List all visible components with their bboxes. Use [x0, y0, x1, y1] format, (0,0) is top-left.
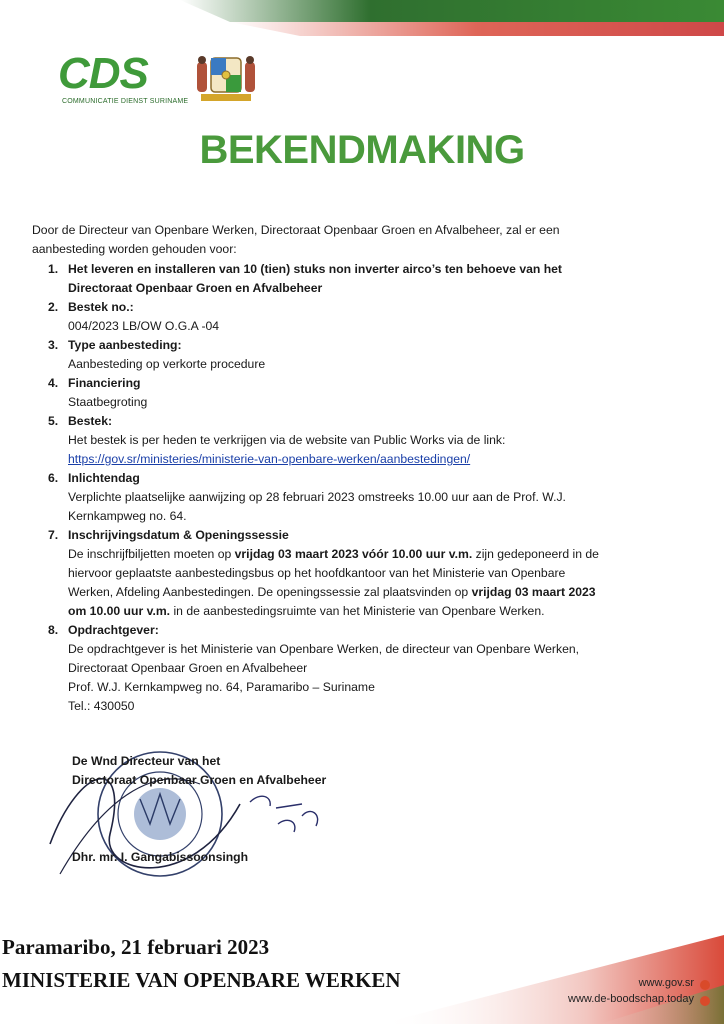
item-heading: Type aanbesteding:	[68, 338, 182, 352]
website-link-2[interactable]: www.de-boodschap.today	[568, 993, 694, 1005]
item-number: 4.	[48, 376, 59, 390]
item-heading: Inlichtendag	[68, 471, 140, 485]
item-text: Het bestek is per heden te verkrijgen via de website van Public Works via de link:	[68, 433, 506, 447]
coat-of-arms-icon	[193, 52, 259, 104]
top-decorative-band	[0, 0, 724, 40]
address-text: Prof. W.J. Kernkampweg no. 64, Paramaribo – Suriname	[68, 680, 375, 694]
signature-block	[40, 744, 360, 894]
list-item	[32, 526, 612, 621]
item-heading: Het leveren en installeren van 10 (tien) stuks non inverter airco’s ten behoeve van het Directoraat Openbaar Groen en Afvalbeheer	[68, 262, 562, 295]
announcement-body	[32, 221, 612, 716]
item-number: 7.	[48, 528, 59, 542]
globe-icon	[700, 980, 710, 990]
list-item	[32, 260, 612, 298]
item-number: 5.	[48, 414, 59, 428]
item-text-part: zijn gedeponeerd in de hiervoor geplaatste aanbestedingsbus op het hoofdkantoor van het Ministerie van Openbare Werken, Afdeling Aanbestedingen. De openingssessie zal plaatsvinden op	[68, 547, 599, 599]
item-number: 2.	[48, 300, 59, 314]
item-heading: Financiering	[68, 376, 141, 390]
item-text-bold: vrijdag 03 maart 2023 vóór 10.00 uur v.m.	[234, 547, 473, 561]
globe-icon	[700, 996, 710, 1006]
item-number: 1.	[48, 262, 59, 276]
page-title: BEKENDMAKING	[199, 128, 525, 172]
list-item	[32, 412, 612, 469]
item-text: De opdrachtgever is het Ministerie van Openbare Werken, de directeur van Openbare Werken, Directoraat Openbaar Groen en Afvalbeheer	[68, 642, 580, 675]
item-text: Aanbesteding op verkorte procedure	[68, 357, 266, 371]
intro-text: Door de Directeur van Openbare Werken, Directoraat Openbaar Groen en Afvalbeheer, zal er een aanbesteding worden gehouden voor:	[32, 223, 560, 256]
website-link-1[interactable]: www.gov.sr	[638, 977, 694, 989]
item-heading: Bestek no.:	[68, 300, 134, 314]
telephone-text: Tel.: 430050	[68, 699, 135, 713]
city-date: Paramaribo, 21 februari 2023	[2, 935, 270, 959]
item-text: Staatbegroting	[68, 395, 148, 409]
item-text-part: De inschrijfbiljetten moeten op	[68, 547, 235, 561]
list-item	[32, 469, 612, 526]
list-item	[32, 298, 612, 336]
item-text-part: in de aanbestedingsruimte van het Ministerie van Openbare Werken.	[170, 604, 545, 618]
bestek-link[interactable]: https://gov.sr/ministeries/ministerie-van-openbare-werken/aanbestedingen/	[68, 452, 471, 466]
cds-logo-subtitle: COMMUNICATIE DIENST SURINAME	[62, 98, 189, 105]
item-heading: Bestek:	[68, 414, 113, 428]
item-heading: Inschrijvingsdatum & Openingssessie	[68, 528, 289, 542]
ministry-name: MINISTERIE VAN OPENBARE WERKEN	[2, 968, 401, 992]
signature-title-2: Directoraat Openbaar Groen en Afvalbeheer	[72, 773, 327, 787]
item-number: 6.	[48, 471, 59, 485]
item-number: 8.	[48, 623, 59, 637]
item-text: Verplichte plaatselijke aanwijzing op 28 februari 2023 omstreeks 10.00 uur aan de Prof. W.J. Kernkampweg no. 64.	[68, 490, 566, 523]
item-text: 004/2023 LB/OW O.G.A -04	[68, 319, 220, 333]
list-item	[32, 374, 612, 412]
item-list	[32, 260, 612, 716]
list-item	[32, 336, 612, 374]
item-heading: Opdrachtgever:	[68, 623, 159, 637]
signature-title-1: De Wnd Directeur van het	[72, 754, 221, 768]
item-text-bold: vrijdag 03 maart 2023 om 10.00 uur v.m.	[68, 585, 596, 618]
list-item	[32, 621, 612, 716]
item-text	[68, 545, 612, 621]
signatory-name: Dhr. mr. I. Gangabissoonsingh	[72, 850, 249, 864]
item-number: 3.	[48, 338, 59, 352]
cds-logo-text: CDS	[58, 49, 148, 98]
